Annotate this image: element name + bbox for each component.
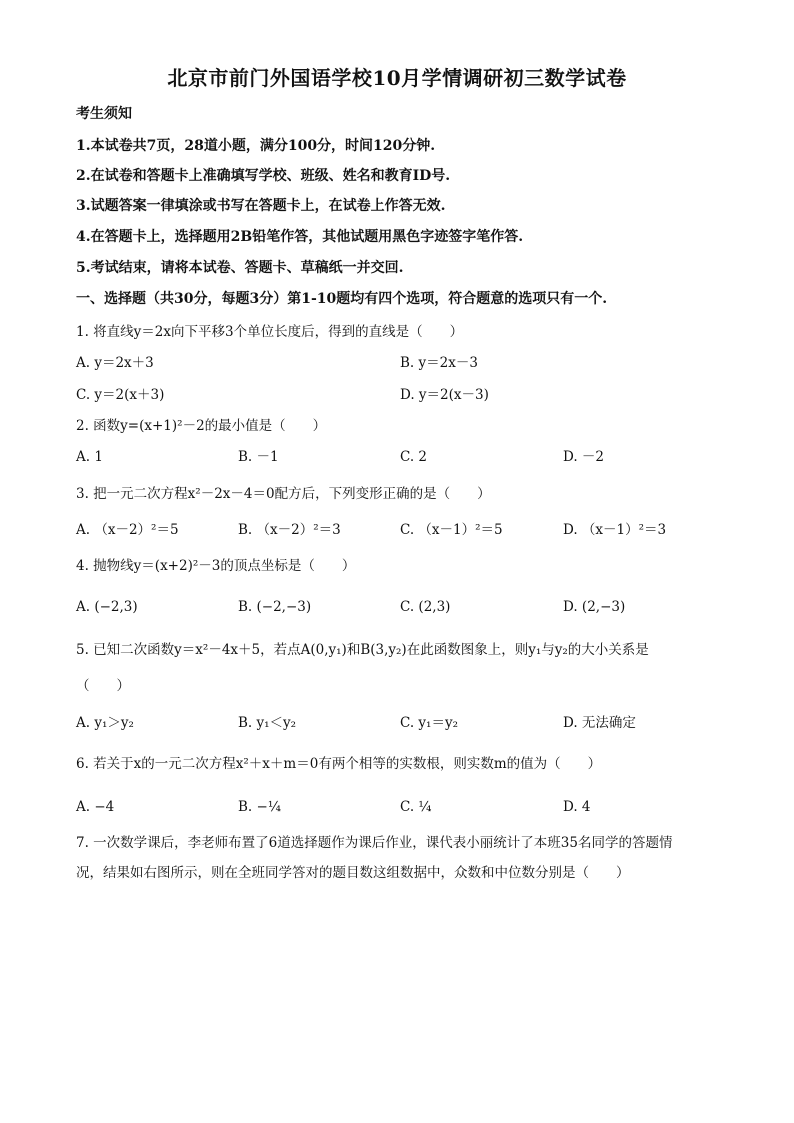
q1-option-d: D. y＝2(x－3) xyxy=(400,387,489,403)
notice-item-4: 4.在答题卡上，选择题用2B铅笔作答，其他试题用黑色字迹签字笔作答. xyxy=(76,229,524,245)
q6-option-c: C. ¼ xyxy=(400,799,432,815)
question-4-stem: 4. 抛物线y＝(x+2)²－3的顶点坐标是（ ） xyxy=(76,558,356,574)
question-5-stem: 5. 已知二次函数y＝x²－4x＋5，若点A(0,y₁)和B(3,y₂)在此函数图象上，则y₁与y₂的大小关系是 xyxy=(76,642,649,658)
notice-item-5: 5.考试结束，请将本试卷、答题卡、草稿纸一并交回. xyxy=(76,260,404,276)
q6-option-b: B. −¼ xyxy=(238,799,281,815)
q4-option-b: B. (−2,−3) xyxy=(238,599,312,615)
q2-option-d: D. －2 xyxy=(563,449,605,465)
page-title: 北京市前门外国语学校10月学情调研初三数学试卷 xyxy=(167,66,627,90)
question-1-stem: 1. 将直线y＝2x向下平移3个单位长度后，得到的直线是（ ） xyxy=(76,324,464,340)
q5-option-d: D. 无法确定 xyxy=(563,715,636,731)
notice-item-1: 1.本试卷共7页，28道小题，满分100分，时间120分钟. xyxy=(76,138,436,154)
q4-option-c: C. (2,3) xyxy=(400,599,451,615)
q6-option-a: A. −4 xyxy=(76,799,115,815)
q5-option-a: A. y₁＞y₂ xyxy=(76,715,134,731)
question-7-stem: 7. 一次数学课后，李老师布置了6道选择题作为课后作业，课代表小丽统计了本班35名同学的答题情 xyxy=(76,835,673,851)
q6-option-d: D. 4 xyxy=(563,799,591,815)
q1-option-b: B. y＝2x－3 xyxy=(400,355,478,371)
question-5-stem-cont: （ ） xyxy=(76,678,130,694)
question-7-stem-cont: 况，结果如右图所示，则在全班同学答对的题目数这组数据中，众数和中位数分别是（ ） xyxy=(76,865,630,881)
question-2-stem: 2. 函数y=(x+1)²－2的最小值是（ ） xyxy=(76,418,327,434)
q2-option-b: B. －1 xyxy=(238,449,279,465)
q1-option-c: C. y＝2(x＋3) xyxy=(76,387,165,403)
q3-option-a: A. （x－2）²＝5 xyxy=(76,522,179,538)
notice-item-2: 2.在试卷和答题卡上准确填写学校、班级、姓名和教育ID号. xyxy=(76,168,451,184)
q4-option-d: D. (2,−3) xyxy=(563,599,626,615)
notice-item-3: 3.试题答案一律填涂或书写在答题卡上，在试卷上作答无效. xyxy=(76,198,446,214)
q5-option-c: C. y₁＝y₂ xyxy=(400,715,459,731)
q2-option-c: C. 2 xyxy=(400,449,428,465)
q3-option-b: B. （x－2）²＝3 xyxy=(238,522,341,538)
section-heading: 一、选择题（共30分，每题3分）第1-10题均有四个选项，符合题意的选项只有一个. xyxy=(76,291,608,307)
q3-option-d: D. （x－1）²＝3 xyxy=(563,522,667,538)
q3-option-c: C. （x－1）²＝5 xyxy=(400,522,503,538)
notice-heading: 考生须知 xyxy=(76,106,132,122)
question-6-stem: 6. 若关于x的一元二次方程x²＋x＋m＝0有两个相等的实数根，则实数m的值为（ ） xyxy=(76,756,602,772)
q2-option-a: A. 1 xyxy=(76,449,103,465)
q5-option-b: B. y₁＜y₂ xyxy=(238,715,297,731)
question-3-stem: 3. 把一元二次方程x²－2x－4＝0配方后，下列变形正确的是（ ） xyxy=(76,486,491,502)
q1-option-a: A. y＝2x＋3 xyxy=(76,355,154,371)
q4-option-a: A. (−2,3) xyxy=(76,599,138,615)
